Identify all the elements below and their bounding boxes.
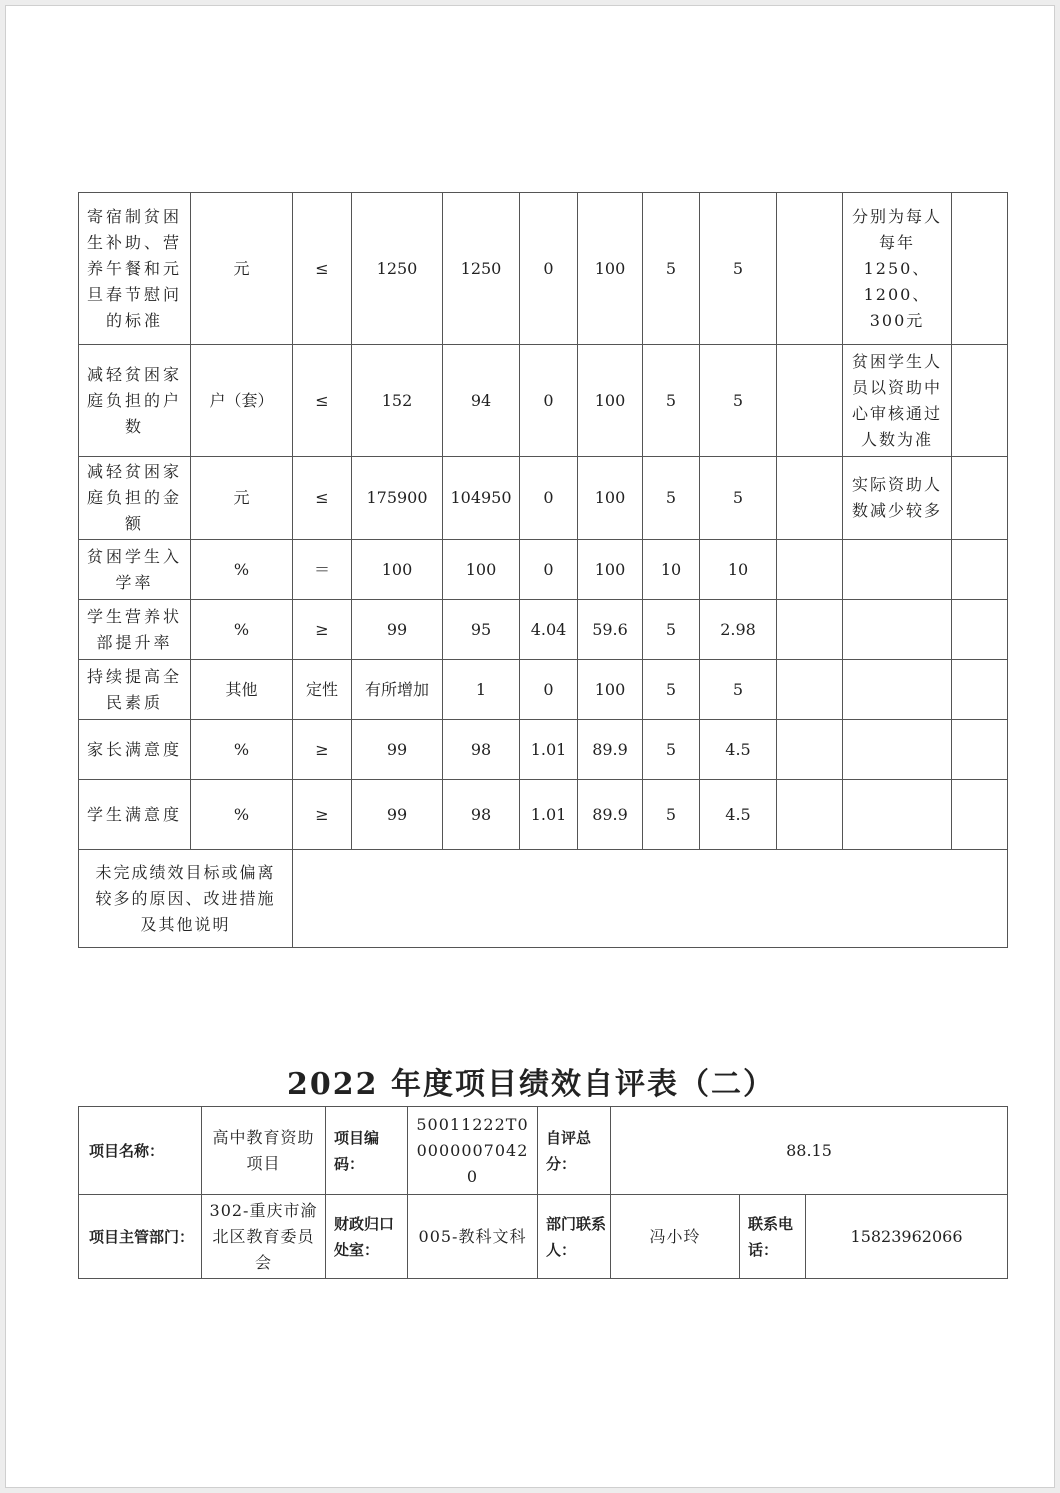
metric-weight: 5 — [643, 345, 700, 457]
contact: 冯小玲 — [611, 1195, 740, 1279]
metric-row — [79, 540, 1008, 600]
metric-indicator: 减轻贫困家庭负担的金额 — [79, 457, 191, 540]
metric-weight: 5 — [643, 600, 700, 660]
metric-actual: 1250 — [443, 193, 520, 345]
metric-row — [79, 660, 1008, 720]
document-page — [5, 5, 1055, 1488]
project-code: 50011222T000000070420 — [408, 1107, 538, 1195]
project-info-table — [78, 1106, 1008, 1279]
metric-op: ≤ — [293, 345, 352, 457]
remark-row — [79, 850, 1008, 948]
metric-note: 分别为每人每年1250、1200、300元 — [843, 193, 952, 345]
metric-target: 99 — [352, 600, 443, 660]
metric-col12 — [952, 540, 1008, 600]
metric-row — [79, 720, 1008, 780]
metric-note — [843, 660, 952, 720]
metric-op: ≥ — [293, 780, 352, 850]
metric-rate: 89.9 — [578, 780, 643, 850]
metric-note: 实际资助人数减少较多 — [843, 457, 952, 540]
metric-col10 — [777, 540, 843, 600]
metric-col10 — [777, 780, 843, 850]
metric-actual: 98 — [443, 720, 520, 780]
total-score-label: 自评总分： — [538, 1107, 611, 1195]
project-code-label: 项目编码： — [326, 1107, 408, 1195]
metric-score: 5 — [700, 457, 777, 540]
metric-score: 5 — [700, 345, 777, 457]
metric-score: 5 — [700, 193, 777, 345]
metric-op: ＝ — [293, 540, 352, 600]
metric-deviation: 1.01 — [520, 720, 578, 780]
metric-unit: 元 — [191, 193, 293, 345]
metric-target: 有所增加 — [352, 660, 443, 720]
metric-target: 99 — [352, 720, 443, 780]
metric-col12 — [952, 600, 1008, 660]
info-row-2 — [79, 1195, 1008, 1279]
metric-weight: 5 — [643, 720, 700, 780]
section-title: 2022 年度项目绩效自评表（二） — [287, 1067, 775, 1102]
metric-indicator: 学生营养状部提升率 — [79, 600, 191, 660]
metric-score: 2.98 — [700, 600, 777, 660]
metric-note — [843, 780, 952, 850]
metric-unit: % — [191, 600, 293, 660]
project-name: 高中教育资助项目 — [202, 1107, 326, 1195]
metric-score: 10 — [700, 540, 777, 600]
metric-deviation: 0 — [520, 540, 578, 600]
remark-label: 未完成绩效目标或偏离较多的原因、改进措施及其他说明 — [79, 850, 293, 948]
metric-rate: 100 — [578, 540, 643, 600]
metric-row — [79, 600, 1008, 660]
phone-label: 联系电话： — [740, 1195, 806, 1279]
metric-col12 — [952, 345, 1008, 457]
metric-target: 152 — [352, 345, 443, 457]
metric-deviation: 4.04 — [520, 600, 578, 660]
metric-note — [843, 600, 952, 660]
metric-indicator: 家长满意度 — [79, 720, 191, 780]
metric-op: ≤ — [293, 193, 352, 345]
total-score: 88.15 — [611, 1107, 1008, 1195]
metric-deviation: 0 — [520, 345, 578, 457]
metric-actual: 95 — [443, 600, 520, 660]
metric-deviation: 1.01 — [520, 780, 578, 850]
metric-indicator: 学生满意度 — [79, 780, 191, 850]
finance-label: 财政归口处室： — [326, 1195, 408, 1279]
metric-rate: 100 — [578, 660, 643, 720]
dept-label: 项目主管部门： — [79, 1195, 202, 1279]
metric-note — [843, 720, 952, 780]
metric-col12 — [952, 660, 1008, 720]
metric-score: 4.5 — [700, 720, 777, 780]
metric-target: 175900 — [352, 457, 443, 540]
metric-note: 贫困学生人员以资助中心审核通过人数为准 — [843, 345, 952, 457]
metric-deviation: 0 — [520, 457, 578, 540]
metric-rate: 59.6 — [578, 600, 643, 660]
finance: 005-教科文科 — [408, 1195, 538, 1279]
metric-col10 — [777, 600, 843, 660]
metric-col12 — [952, 457, 1008, 540]
metric-col12 — [952, 720, 1008, 780]
metric-op: ≥ — [293, 600, 352, 660]
metric-op: 定性 — [293, 660, 352, 720]
metric-deviation: 0 — [520, 193, 578, 345]
performance-metrics-table — [78, 192, 1008, 948]
metric-col10 — [777, 345, 843, 457]
metric-row — [79, 193, 1008, 345]
metric-op: ≤ — [293, 457, 352, 540]
metric-unit: 其他 — [191, 660, 293, 720]
metric-rate: 100 — [578, 193, 643, 345]
metric-note — [843, 540, 952, 600]
metric-score: 5 — [700, 660, 777, 720]
metric-row — [79, 345, 1008, 457]
info-row-1 — [79, 1107, 1008, 1195]
metric-rate: 89.9 — [578, 720, 643, 780]
metric-weight: 5 — [643, 780, 700, 850]
metric-col10 — [777, 660, 843, 720]
metric-weight: 5 — [643, 193, 700, 345]
phone: 15823962066 — [806, 1195, 1008, 1279]
metric-col12 — [952, 193, 1008, 345]
metric-unit: 元 — [191, 457, 293, 540]
contact-label: 部门联系人： — [538, 1195, 611, 1279]
metric-unit: % — [191, 540, 293, 600]
metric-col10 — [777, 457, 843, 540]
metric-unit: % — [191, 780, 293, 850]
metric-col10 — [777, 193, 843, 345]
dept: 302-重庆市渝北区教育委员会 — [202, 1195, 326, 1279]
metric-indicator: 贫困学生入学率 — [79, 540, 191, 600]
metric-actual: 104950 — [443, 457, 520, 540]
metric-indicator: 减轻贫困家庭负担的户数 — [79, 345, 191, 457]
project-name-label: 项目名称： — [79, 1107, 202, 1195]
metric-target: 100 — [352, 540, 443, 600]
metrics-body — [79, 193, 1008, 850]
metric-unit: % — [191, 720, 293, 780]
metric-weight: 10 — [643, 540, 700, 600]
metric-row — [79, 780, 1008, 850]
metric-actual: 1 — [443, 660, 520, 720]
metric-weight: 5 — [643, 457, 700, 540]
metric-target: 99 — [352, 780, 443, 850]
metric-indicator: 寄宿制贫困生补助、营养午餐和元旦春节慰问的标准 — [79, 193, 191, 345]
metric-deviation: 0 — [520, 660, 578, 720]
metric-col12 — [952, 780, 1008, 850]
metric-target: 1250 — [352, 193, 443, 345]
metric-op: ≥ — [293, 720, 352, 780]
remark-value — [293, 850, 1008, 948]
metric-unit: 户（套） — [191, 345, 293, 457]
metric-score: 4.5 — [700, 780, 777, 850]
metric-weight: 5 — [643, 660, 700, 720]
metric-actual: 94 — [443, 345, 520, 457]
metric-indicator: 持续提高全民素质 — [79, 660, 191, 720]
metric-actual: 98 — [443, 780, 520, 850]
metric-row — [79, 457, 1008, 540]
metric-rate: 100 — [578, 345, 643, 457]
metric-col10 — [777, 720, 843, 780]
metric-actual: 100 — [443, 540, 520, 600]
metric-rate: 100 — [578, 457, 643, 540]
